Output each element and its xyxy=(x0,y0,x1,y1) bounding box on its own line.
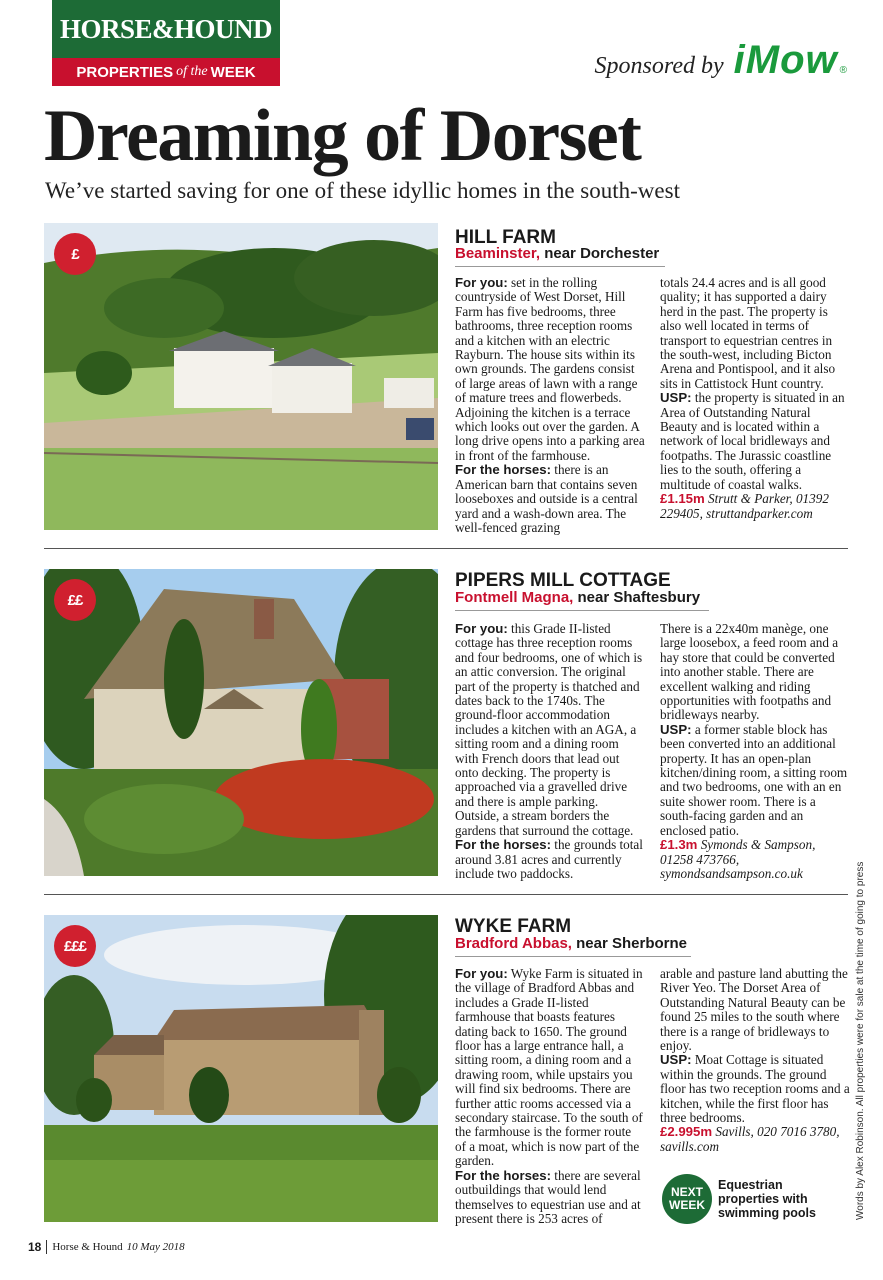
page-footer xyxy=(28,1240,185,1254)
wyke-farm-photo xyxy=(44,915,438,1222)
price-band-badge: ££ xyxy=(54,579,96,621)
label-usp: USP: xyxy=(660,390,692,406)
property-name: HILL FARM xyxy=(455,227,556,248)
property-agent: Savills, 020 7016 3780, savills.com xyxy=(660,1124,840,1154)
property-price: £1.15m xyxy=(660,491,705,507)
property-town: Bradford Abbas, xyxy=(455,935,572,952)
sponsor-logo: iMow xyxy=(733,38,838,82)
masthead-logo xyxy=(52,0,280,86)
sponsor-line xyxy=(595,38,847,83)
text-usp: the property is situated in an Area of Outstanding Natural Beauty and is located within a network of local bridleways and footpaths. The Jurassic coastline lies to the south, offering a multitude of coastal walks. xyxy=(660,390,845,492)
section-divider xyxy=(44,894,848,895)
property-town: Fontmell Magna, xyxy=(455,589,574,606)
next-week-badge: NEXT WEEK xyxy=(662,1174,712,1224)
label-for-horses: For the horses: xyxy=(455,1167,551,1183)
property-name: PIPERS MILL COTTAGE xyxy=(455,570,671,591)
page-standfirst: We’ve started saving for one of these idyllic homes in the south-west xyxy=(45,178,680,203)
property-text-col2 xyxy=(660,622,850,881)
property-near: near Shaftesbury xyxy=(573,589,701,606)
next-week-text: Equestrian properties with swimming pools xyxy=(718,1178,816,1220)
property-text-col1 xyxy=(455,622,645,881)
label-for-horses: For the horses: xyxy=(455,462,551,478)
property-location xyxy=(455,245,665,267)
hill-farm-photo xyxy=(44,223,438,530)
masthead-section-b: of the xyxy=(176,64,208,79)
issue-date: 10 May 2018 xyxy=(126,1241,185,1253)
hill-farm-illustration xyxy=(44,223,438,530)
masthead-title: HORSE&HOUND xyxy=(52,0,280,58)
label-usp: USP: xyxy=(660,721,692,737)
label-for-horses: For the horses: xyxy=(455,837,551,853)
page-headline: Dreaming of Dorset xyxy=(44,95,641,177)
sponsor-reg-mark: ® xyxy=(839,65,847,76)
publication-name: Horse & Hound xyxy=(52,1241,123,1253)
text-for-horses: the grounds total around 3.81 acres and currently include two paddocks. xyxy=(455,837,643,881)
text-usp: a former stable block has been converted into an additional property. It has an open-plan kitchen/dining room, a sitting room and two bedrooms, one with an en suite shower room. There is a south-facing garden and an enclosed patio. xyxy=(660,721,848,838)
wyke-farm-illustration xyxy=(44,915,438,1222)
property-agent: Strutt & Parker, 01392 229405, struttandparker.com xyxy=(660,491,829,521)
sponsor-text: Sponsored by xyxy=(594,53,724,79)
text-for-you: this Grade II-listed cottage has three reception rooms and four bedrooms, one of which is an attic conversion. The original part of the property is thatched and dates back to the 1740s. The ground-floor accommodation includes a kitchen with an AGA, a sitting room and a dining room with French doors that lead out onto decking. The property is approached via a gravelled drive and there is ample parking. Outside, a stream borders the gardens that surround the cottage. xyxy=(455,621,643,838)
property-location xyxy=(455,589,709,611)
property-near: near Dorchester xyxy=(540,245,660,262)
masthead-section xyxy=(52,58,280,86)
pipers-mill-illustration xyxy=(44,569,438,876)
pipers-mill-photo xyxy=(44,569,438,876)
masthead-section-a: PROPERTIES xyxy=(76,63,174,81)
text-continued: totals 24.4 acres and is all good quality; it has supported a dairy herd in the past. The property is also well located in terms of transport to equestrian centres in the south-west, including Bicton Arena and Pontispool, and it also sits in Cattistock Hunt country. xyxy=(660,275,836,391)
label-for-you: For you: xyxy=(455,621,508,636)
property-text-col1 xyxy=(455,967,645,1226)
text-continued: There is a 22x40m manège, one large loosebox, a feed room and a hay store that could be converted into another stable. There are excellent walking and riding opportunities with footpaths and bridleways nearby. xyxy=(660,621,839,723)
property-text-col2 xyxy=(660,276,850,521)
byline-credit: Words by Alex Robinson. All properties were for sale at the time of going to press xyxy=(855,861,866,1220)
price-band-badge: £ xyxy=(54,233,96,275)
text-for-you: Wyke Farm is situated in the village of Bradford Abbas and includes a Grade II-listed farmhouse that boasts features dating back to 1650. The ground floor has a large entrance hall, a sitting room, a dining room and a drawing room, while upstairs you will find six bedrooms. There are further attic rooms accessed via a secondary staircase. To the south of the farmhouse is the former route of a moat, which is now part of the garden. xyxy=(455,966,643,1169)
text-for-you: set in the rolling countryside of West Dorset, Hill Farm has five bedrooms, three bathrooms, three reception rooms and a kitchen with an electric Rayburn. The house sits within its own grounds. The gardens consist of large areas of lawn with a range of mature trees and flowerbeds. Adjoining the kitchen is a terrace which looks out over the garden. A long drive opens into a parking area in front of the farmhouse. xyxy=(455,275,645,463)
property-text-col1 xyxy=(455,276,645,535)
text-for-horses: there are several outbuildings that would lend themselves to equestrian use and at present there is 253 acres of xyxy=(455,1167,641,1226)
property-name: WYKE FARM xyxy=(455,916,572,937)
next-week-promo xyxy=(662,1174,828,1224)
property-text-col2 xyxy=(660,967,850,1154)
text-for-horses: there is an American barn that contains seven looseboxes and outside is a central yard and a wash-down area. The well-fenced grazing xyxy=(455,462,638,535)
text-usp: Moat Cottage is situated within the grounds. The ground floor has two reception rooms and a kitchen, while the first floor has three bedrooms. xyxy=(660,1052,850,1126)
price-band-badge: £££ xyxy=(54,925,96,967)
property-location xyxy=(455,935,691,957)
section-divider xyxy=(44,548,848,549)
property-near: near Sherborne xyxy=(571,935,687,952)
property-agent: Symonds & Sampson, 01258 473766, symondsandsampson.co.uk xyxy=(660,837,816,881)
text-continued: arable and pasture land abutting the River Yeo. The Dorset Area of Outstanding Natural Beauty can be found 25 miles to the south where there is a range of bridleways to enjoy. xyxy=(660,966,848,1054)
label-usp: USP: xyxy=(660,1052,692,1068)
property-town: Beaminster, xyxy=(455,245,541,262)
masthead-section-c: WEEK xyxy=(210,63,256,81)
property-price: £2.995m xyxy=(660,1124,713,1140)
label-for-you: For you: xyxy=(455,966,508,981)
label-for-you: For you: xyxy=(455,275,508,290)
page-number: 18 xyxy=(28,1240,47,1254)
property-price: £1.3m xyxy=(660,837,698,853)
